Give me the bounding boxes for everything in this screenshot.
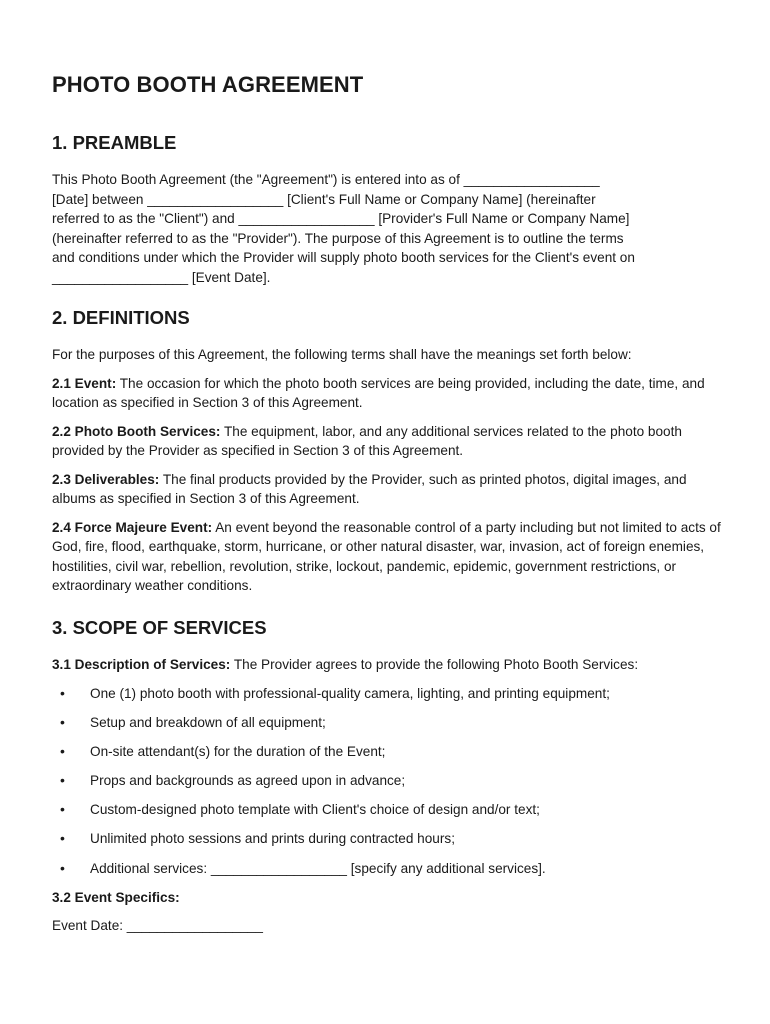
list-item-text: Additional services: __________________ [specify any additional services]. <box>90 860 546 876</box>
preamble-line-2: [Date] between __________________ [Client's Full Name or Company Name] (hereinafter <box>52 191 596 207</box>
definition-term: 2.1 Event: <box>52 375 117 391</box>
list-item-text: On-site attendant(s) for the duration of the Event; <box>90 744 386 760</box>
description-of-services <box>52 655 724 675</box>
list-item <box>52 684 724 704</box>
bullet-icon: • <box>60 743 65 760</box>
definition-term: 2.2 Photo Booth Services: <box>52 423 221 439</box>
definition-text: The equipment, labor, and any additional services related to the photo booth provided by the Provider as specified in Section 3 of this Agreement. <box>52 423 682 458</box>
list-item <box>52 859 724 879</box>
list-item <box>52 742 724 762</box>
preamble-line-5: and conditions under which the Provider will supply photo booth services for the Client's event on <box>52 250 635 265</box>
list-item <box>52 771 724 791</box>
preamble-line-6: __________________ [Event Date]. <box>52 269 271 285</box>
definitions-heading: 2. DEFINITIONS <box>52 307 190 328</box>
list-item-text: Props and backgrounds as agreed upon in advance; <box>90 773 406 789</box>
list-item-text: Setup and breakdown of all equipment; <box>90 715 326 731</box>
list-item <box>52 713 724 733</box>
document-title: PHOTO BOOTH AGREEMENT <box>52 72 364 97</box>
preamble-heading: 1. PREAMBLE <box>52 132 177 153</box>
services-list <box>52 684 724 878</box>
list-item <box>52 829 724 849</box>
preamble-line-1: This Photo Booth Agreement (the "Agreement") is entered into as of __________________ <box>52 172 600 187</box>
definition-text: An event beyond the reasonable control of a party including but not limited to acts of God, fire, flood, earthquake, storm, hurricane, or other natural disaster, war, invasion, act of foreign enemies, hostilities, civil war, rebellion, revolution, strike, lockout, pandemic, epidemic, government restrictions, or extraordinary weather conditions. <box>52 519 721 593</box>
description-text: The Provider agrees to provide the following Photo Booth Services: <box>233 656 639 672</box>
bullet-icon: • <box>60 714 65 731</box>
definition-term: 2.4 Force Majeure Event: <box>52 519 213 535</box>
definitions-intro: For the purposes of this Agreement, the following terms shall have the meanings set forth below: <box>52 347 632 362</box>
bullet-icon: • <box>60 830 65 847</box>
event-specifics-term: 3.2 Event Specifics: <box>52 889 180 905</box>
list-item-text: Unlimited photo sessions and prints during contracted hours; <box>90 831 455 847</box>
bullet-icon: • <box>60 801 65 818</box>
list-item <box>52 800 724 820</box>
definition-photo-booth-services <box>52 422 724 461</box>
definition-force-majeure <box>52 518 724 596</box>
preamble-line-4: (hereinafter referred to as the "Provider"). The purpose of this Agreement is to outline the terms <box>52 230 624 246</box>
bullet-icon: • <box>60 685 65 701</box>
list-item-text: Custom-designed photo template with Client's choice of design and/or text; <box>90 802 540 818</box>
bullet-icon: • <box>60 859 65 876</box>
definition-text: The final products provided by the Provider, such as printed photos, digital images, and albums as specified in Section 3 of this Agreement. <box>52 471 687 506</box>
preamble-paragraph <box>52 170 724 287</box>
event-date-line: Event Date: __________________ <box>52 918 263 934</box>
event-specifics <box>52 888 724 908</box>
preamble-line-3: referred to as the "Client") and __________________ [Provider's Full Name or Company Name] <box>52 211 630 226</box>
definition-deliverables <box>52 470 724 509</box>
scope-heading: 3. SCOPE OF SERVICES <box>52 616 267 638</box>
definition-term: 2.3 Deliverables: <box>52 471 160 487</box>
bullet-icon: • <box>60 772 65 789</box>
description-term: 3.1 Description of Services: <box>52 656 231 672</box>
definition-event <box>52 374 724 413</box>
agreement-document <box>52 72 724 945</box>
list-item-text: One (1) photo booth with professional-quality camera, lighting, and printing equipment; <box>90 686 610 701</box>
definition-text: The occasion for which the photo booth services are being provided, including the date, time, and location as specified in Section 3 of this Agreement. <box>52 375 705 410</box>
